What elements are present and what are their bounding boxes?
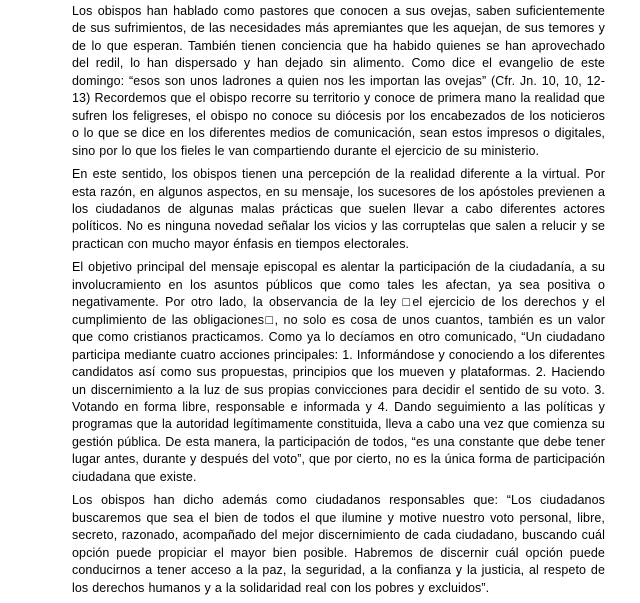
paragraph-episcopal-message-objective: El objetivo principal del mensaje episcopal es alentar la participación de la ciudadanía, a su involucramiento en los asuntos públicos que como tales les afectan, ya sea positiva o negativamente. Por otro lado, la observancia de la ley □el ejercicio de los derechos y el cumplimiento de las obligaciones□, no solo es cosa de unos cuantos, también es un valor que como cristianos practicamos. Como ya lo decíamos en otro comunicado, “Un ciudadano participa mediante cuatro acciones principales: 1. Informándose y conociendo a los diferentes candidatos así como sus propuestas, principios que los mueven y plataformas. 2. Haciendo un discernimiento a la luz de sus propias convicciones para decidir el sentido de su voto. 3. Votando en forma libre, responsable e informada y 4. Dando seguimiento a las políticas y programas que la autoridad legítimamente constituida, lleva a cabo una vez que comienza su gestión pública. De esta manera, la participación de todos, “es una constante que debe tener lugar antes, durante y después del voto”, que por cierto, no es la única forma de participación ciudadana que existe. <box>72 260 605 484</box>
paragraph-responsible-citizens-quote: Los obispos han dicho además como ciudadanos responsables que: “Los ciudadanos buscaremos que sea el bien de todos el que ilumine y motive nuestro voto personal, libre, secreto, razonado, acompañado del mejor discernimiento de cada ciudadano, buscando cuál opción puede propiciar el mayor bien posible. Habremos de discernir cuál opción puede conducirnos a tener acceso a la paz, la seguridad, a la confianza y la justicia, al respeto de los derechos humanos y a la solidaridad real con los pobres y excluidos”. <box>72 493 605 595</box>
paragraph-perception-reality: En este sentido, los obispos tienen una percepción de la realidad diferente a la virtual. Por esta razón, en algunos aspectos, en su mensaje, los sucesores de los apóstoles previenen a los ciudadanos de algunas malas prácticas que suelen llevar a cabo diferentes actores políticos. No es ninguna novedad señalar los vicios y las corruptelas que salen a relucir y se practican con mucho mayor énfasis en tiempos electorales. <box>72 167 605 251</box>
paragraph-bishops-pastors: Los obispos han hablado como pastores que conocen a sus ovejas, saben suficientemente de sus sufrimientos, de las necesidades más apremiantes que les aquejan, de sus temores y de lo que esperan. También tienen conciencia que ha habido quienes se han aprovechado del redil, lo han dispersado y han dejado sin alimento. Como dice el evangelio de este domingo: “esos son unos ladrones a quien nos les importan las ovejas” (Cfr. Jn. 10, 10, 12-13) Recordemos que el obispo recorre su territorio y conoce de primera mano la realidad que sufren los feligreses, el obispo no conoce su diócesis por los encabezados de los noticieros o lo que se dice en los diferentes medios de comunicación, sean estos impresos o digitales, sino por lo que los fieles le van compartiendo durante el ejercicio de su ministerio. <box>72 4 605 158</box>
